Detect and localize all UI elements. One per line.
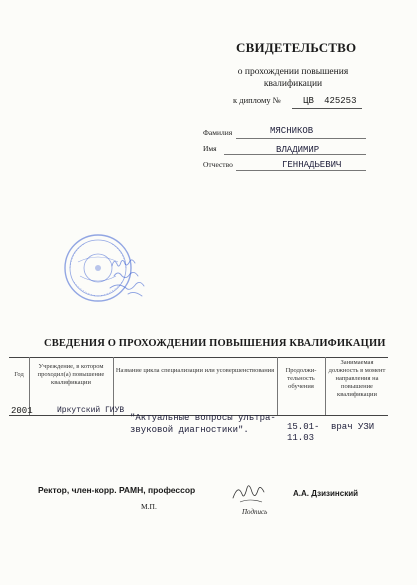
header-course: Название цикла специализации или усовершенствования <box>115 367 275 374</box>
surname-label: Фамилия <box>203 128 233 137</box>
diploma-label: к диплому № <box>233 95 281 105</box>
rector-title: Ректор, член-корр. РАМН, профессор <box>38 485 196 495</box>
diploma-series: ЦВ <box>303 96 314 106</box>
row-year: 2001 <box>11 406 33 416</box>
header-institution: Учреждение, в котором проходил(а) повышение квалификации <box>37 363 105 386</box>
diploma-reference <box>233 95 356 106</box>
col-divider <box>325 357 326 415</box>
patronymic-label: Отчество <box>203 160 233 169</box>
table-top-border <box>9 357 388 358</box>
rector-name: А.А. Дзизинский <box>293 489 359 498</box>
row-course-line1: "Актуальные вопросы ультра- <box>130 413 276 423</box>
document-title: СВИДЕТЕЛЬСТВО <box>236 40 357 55</box>
diploma-number: 425253 <box>324 96 357 106</box>
surname-value: МЯСНИКОВ <box>270 126 314 136</box>
header-position: Занимаемая должность в момент направления на повышение квалификации <box>328 359 386 398</box>
diploma-underline <box>292 108 362 109</box>
row-position: врач УЗИ <box>331 422 375 432</box>
row-institution: Иркутский ГИУВ <box>57 406 125 415</box>
signature-label: Подпись <box>242 508 268 516</box>
name-value: ВЛАДИМИР <box>276 145 320 155</box>
row-course-line2: звуковой диагностики". <box>130 425 249 435</box>
header-year: Год <box>14 371 24 378</box>
row-duration-line2: 11.03 <box>287 433 315 443</box>
patronymic-line <box>236 170 366 171</box>
stamp-place-label: М.П. <box>141 502 157 511</box>
section-title: СВЕДЕНИЯ О ПРОХОЖДЕНИИ ПОВЫШЕНИЯ КВАЛИФИКАЦИИ <box>44 338 386 349</box>
surname-line <box>236 138 366 139</box>
row-duration-line1: 15.01- <box>287 422 320 432</box>
copy-verified-scrawl <box>108 254 150 300</box>
patronymic-value: ГЕННАДЬЕВИЧ <box>282 160 342 170</box>
signature-mark <box>230 478 270 506</box>
document-subtitle: о прохождении повышения квалификации <box>237 67 349 89</box>
name-label: Имя <box>203 144 217 153</box>
header-duration: Продолжи-тельность обучения <box>285 367 317 390</box>
